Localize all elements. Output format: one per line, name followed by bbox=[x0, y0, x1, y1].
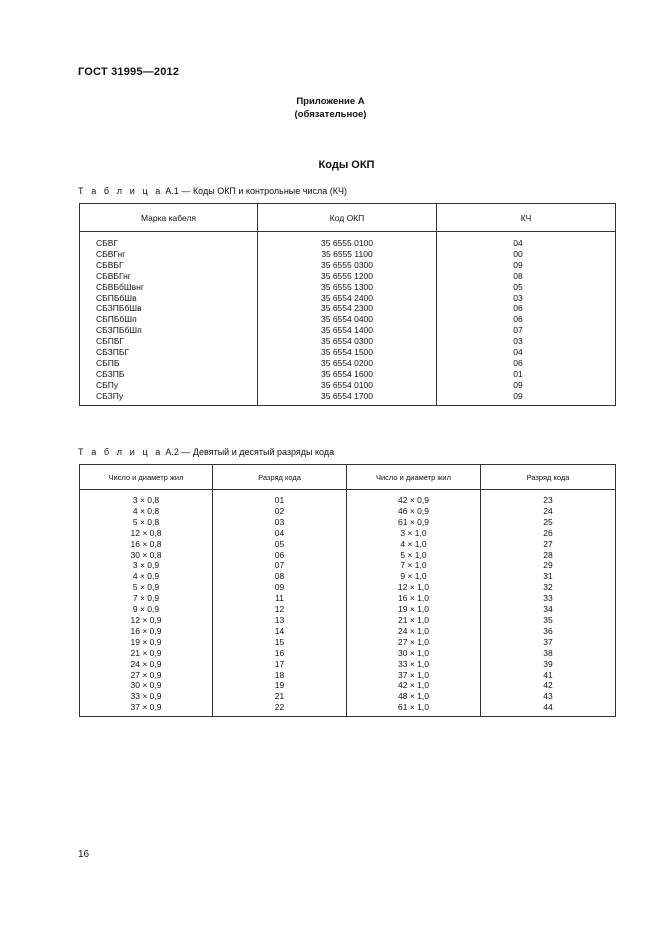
table-row bbox=[80, 282, 616, 293]
table-row bbox=[80, 571, 616, 582]
table-row bbox=[80, 232, 616, 249]
column-header-cores-right: Число и диаметр жил bbox=[347, 465, 481, 490]
table-cell: СБПБбШв bbox=[80, 293, 258, 304]
table-cell: 06 bbox=[213, 550, 347, 561]
table-cell: 16 × 1,0 bbox=[347, 593, 481, 604]
table-cell: 5 × 1,0 bbox=[347, 550, 481, 561]
table-cell: СБВГ bbox=[80, 232, 258, 249]
table-cell: 42 × 1,0 bbox=[347, 680, 481, 691]
table1-caption bbox=[78, 186, 347, 196]
table-cell: СБВБбШвнг bbox=[80, 282, 258, 293]
table-row bbox=[80, 615, 616, 626]
table-cell: 3 × 1,0 bbox=[347, 528, 481, 539]
table-row bbox=[80, 680, 616, 691]
table-row bbox=[80, 560, 616, 571]
table-cell: 12 × 0,9 bbox=[80, 615, 213, 626]
table-cell: 00 bbox=[437, 249, 616, 260]
table-row bbox=[80, 517, 616, 528]
table-row bbox=[80, 358, 616, 369]
table-cell: 35 6554 0200 bbox=[258, 358, 437, 369]
column-header-okp-code: Код ОКП bbox=[258, 204, 437, 232]
table-cell: СБЗПу bbox=[80, 391, 258, 405]
column-header-cores-left: Число и диаметр жил bbox=[80, 465, 213, 490]
table-cell: 18 bbox=[213, 670, 347, 681]
table-cell: СБЗПБбШв bbox=[80, 303, 258, 314]
column-header-kch: КЧ bbox=[437, 204, 616, 232]
table-cell: 11 bbox=[213, 593, 347, 604]
page-number: 16 bbox=[78, 849, 90, 860]
okp-codes-table bbox=[79, 203, 616, 406]
table-cell: 09 bbox=[437, 391, 616, 405]
table-header-row bbox=[80, 204, 616, 232]
table-cell: 28 bbox=[481, 550, 616, 561]
table2-caption-prefix: Т а б л и ц а bbox=[78, 447, 163, 457]
table-cell: 42 bbox=[481, 680, 616, 691]
table-row bbox=[80, 380, 616, 391]
table-cell: 4 × 0,8 bbox=[80, 506, 213, 517]
table-cell: 24 × 0,9 bbox=[80, 659, 213, 670]
table-cell: 04 bbox=[213, 528, 347, 539]
table-cell: 03 bbox=[213, 517, 347, 528]
table-row bbox=[80, 314, 616, 325]
table-cell: 06 bbox=[437, 314, 616, 325]
table-cell: 37 × 1,0 bbox=[347, 670, 481, 681]
table-cell: 21 × 0,9 bbox=[80, 648, 213, 659]
table-row bbox=[80, 369, 616, 380]
table-cell: СБВБГнг bbox=[80, 271, 258, 282]
table-cell: 09 bbox=[437, 260, 616, 271]
table-cell: 06 bbox=[437, 303, 616, 314]
table-cell: 07 bbox=[437, 325, 616, 336]
table-cell: 35 6555 1200 bbox=[258, 271, 437, 282]
table-cell: 7 × 1,0 bbox=[347, 560, 481, 571]
table-row bbox=[80, 626, 616, 637]
table-cell: 35 6554 1400 bbox=[258, 325, 437, 336]
table-cell: 16 × 0,9 bbox=[80, 626, 213, 637]
column-header-digit-left: Разряд кода bbox=[213, 465, 347, 490]
table-cell: 19 bbox=[213, 680, 347, 691]
table-row bbox=[80, 260, 616, 271]
table-cell: 35 6555 0100 bbox=[258, 232, 437, 249]
table-cell: СБЗПБГ bbox=[80, 347, 258, 358]
table-cell: 35 bbox=[481, 615, 616, 626]
table-cell: 37 × 0,9 bbox=[80, 702, 213, 716]
table-row bbox=[80, 325, 616, 336]
table-header-row bbox=[80, 465, 616, 490]
column-header-cable-brand: Марка кабеля bbox=[80, 204, 258, 232]
table-cell: 34 bbox=[481, 604, 616, 615]
table-cell: СБЗПБбШп bbox=[80, 325, 258, 336]
table-cell: 03 bbox=[437, 293, 616, 304]
table-cell: СБПБ bbox=[80, 358, 258, 369]
table-cell: 09 bbox=[213, 582, 347, 593]
table-row bbox=[80, 347, 616, 358]
table-cell: 30 × 0,9 bbox=[80, 680, 213, 691]
table-cell: 02 bbox=[213, 506, 347, 517]
table-cell: 05 bbox=[437, 282, 616, 293]
table-cell: 05 bbox=[213, 539, 347, 550]
table-cell: 17 bbox=[213, 659, 347, 670]
table-cell: 06 bbox=[437, 358, 616, 369]
table2-caption bbox=[78, 447, 334, 457]
table-cell: 4 × 1,0 bbox=[347, 539, 481, 550]
appendix-title: Приложение А bbox=[296, 96, 365, 107]
table-cell: 35 6554 0100 bbox=[258, 380, 437, 391]
table-row bbox=[80, 506, 616, 517]
table-cell: 07 bbox=[213, 560, 347, 571]
table-cell: 19 × 0,9 bbox=[80, 637, 213, 648]
table-cell: 35 6554 1700 bbox=[258, 391, 437, 405]
table-row bbox=[80, 490, 616, 506]
table-row bbox=[80, 249, 616, 260]
table-cell: 15 bbox=[213, 637, 347, 648]
appendix-status: (обязательное) bbox=[294, 109, 367, 120]
table-cell: 08 bbox=[213, 571, 347, 582]
table-cell: 38 bbox=[481, 648, 616, 659]
table-cell: 61 × 1,0 bbox=[347, 702, 481, 716]
table-cell: 25 bbox=[481, 517, 616, 528]
table-cell: 5 × 0,9 bbox=[80, 582, 213, 593]
table-cell: 30 × 0,8 bbox=[80, 550, 213, 561]
table-cell: 04 bbox=[437, 232, 616, 249]
table-cell: СБПу bbox=[80, 380, 258, 391]
table-cell: 33 × 1,0 bbox=[347, 659, 481, 670]
table-row bbox=[80, 702, 616, 716]
table-cell: 21 bbox=[213, 691, 347, 702]
table-cell: 19 × 1,0 bbox=[347, 604, 481, 615]
table-cell: 35 6554 1600 bbox=[258, 369, 437, 380]
table-cell: 13 bbox=[213, 615, 347, 626]
table-cell: 23 bbox=[481, 490, 616, 506]
table-cell: 01 bbox=[213, 490, 347, 506]
table-cell: СБПБГ bbox=[80, 336, 258, 347]
table-cell: 16 × 0,8 bbox=[80, 539, 213, 550]
column-header-digit-right: Разряд кода bbox=[481, 465, 616, 490]
table2-caption-text: А.2 — Девятый и десятый разряды кода bbox=[162, 447, 335, 457]
table1-caption-prefix: Т а б л и ц а bbox=[78, 186, 163, 196]
table-cell: 04 bbox=[437, 347, 616, 358]
table-cell: 32 bbox=[481, 582, 616, 593]
table-cell: СБВГнг bbox=[80, 249, 258, 260]
table-cell: 12 × 0,8 bbox=[80, 528, 213, 539]
table-cell: 27 bbox=[481, 539, 616, 550]
table-cell: 41 bbox=[481, 670, 616, 681]
document-code: ГОСТ 31995—2012 bbox=[78, 66, 180, 78]
table-cell: 36 bbox=[481, 626, 616, 637]
table-cell: 39 bbox=[481, 659, 616, 670]
table-row bbox=[80, 691, 616, 702]
table-row bbox=[80, 659, 616, 670]
table-row bbox=[80, 336, 616, 347]
table-cell: 35 6554 1500 bbox=[258, 347, 437, 358]
table-cell: 3 × 0,8 bbox=[80, 490, 213, 506]
table-cell: 35 6554 2400 bbox=[258, 293, 437, 304]
table-cell: СБЗПБ bbox=[80, 369, 258, 380]
table-cell: 5 × 0,8 bbox=[80, 517, 213, 528]
table-cell: 42 × 0,9 bbox=[347, 490, 481, 506]
table-cell: 08 bbox=[437, 271, 616, 282]
table-cell: 21 × 1,0 bbox=[347, 615, 481, 626]
table-cell: 9 × 1,0 bbox=[347, 571, 481, 582]
table-row bbox=[80, 303, 616, 314]
table-row bbox=[80, 648, 616, 659]
table-cell: 43 bbox=[481, 691, 616, 702]
table-row bbox=[80, 539, 616, 550]
table-cell: 09 bbox=[437, 380, 616, 391]
table-cell: 37 bbox=[481, 637, 616, 648]
table-cell: 35 6554 2300 bbox=[258, 303, 437, 314]
table-cell: 46 × 0,9 bbox=[347, 506, 481, 517]
table-cell: СБПБбШп bbox=[80, 314, 258, 325]
table-cell: 48 × 1,0 bbox=[347, 691, 481, 702]
table-cell: 9 × 0,9 bbox=[80, 604, 213, 615]
table-cell: 12 bbox=[213, 604, 347, 615]
table-cell: 44 bbox=[481, 702, 616, 716]
table-cell: 27 × 0,9 bbox=[80, 670, 213, 681]
table-cell: 01 bbox=[437, 369, 616, 380]
table-cell: 4 × 0,9 bbox=[80, 571, 213, 582]
table-cell: 35 6555 1300 bbox=[258, 282, 437, 293]
table-cell: 16 bbox=[213, 648, 347, 659]
table-cell: 3 × 0,9 bbox=[80, 560, 213, 571]
table-cell: 35 6555 0300 bbox=[258, 260, 437, 271]
table-cell: 7 × 0,9 bbox=[80, 593, 213, 604]
table-row bbox=[80, 550, 616, 561]
table-cell: СБВБГ bbox=[80, 260, 258, 271]
table-cell: 33 bbox=[481, 593, 616, 604]
table-row bbox=[80, 604, 616, 615]
table-row bbox=[80, 593, 616, 604]
table-cell: 24 × 1,0 bbox=[347, 626, 481, 637]
table-cell: 27 × 1,0 bbox=[347, 637, 481, 648]
table-row bbox=[80, 271, 616, 282]
table-cell: 35 6554 0400 bbox=[258, 314, 437, 325]
table-row bbox=[80, 637, 616, 648]
table-row bbox=[80, 670, 616, 681]
table-cell: 14 bbox=[213, 626, 347, 637]
table-cell: 26 bbox=[481, 528, 616, 539]
table-cell: 31 bbox=[481, 571, 616, 582]
table1-caption-text: А.1 — Коды ОКП и контрольные числа (КЧ) bbox=[162, 186, 347, 196]
table-cell: 30 × 1,0 bbox=[347, 648, 481, 659]
table-cell: 03 bbox=[437, 336, 616, 347]
table-cell: 12 × 1,0 bbox=[347, 582, 481, 593]
table-row bbox=[80, 582, 616, 593]
table-cell: 22 bbox=[213, 702, 347, 716]
table-cell: 35 6555 1100 bbox=[258, 249, 437, 260]
table-row bbox=[80, 391, 616, 405]
table-row bbox=[80, 528, 616, 539]
section-title: Коды ОКП bbox=[318, 159, 375, 171]
code-digits-table bbox=[79, 464, 616, 717]
table-cell: 29 bbox=[481, 560, 616, 571]
table-cell: 33 × 0,9 bbox=[80, 691, 213, 702]
table-cell: 24 bbox=[481, 506, 616, 517]
table-cell: 61 × 0,9 bbox=[347, 517, 481, 528]
table-cell: 35 6554 0300 bbox=[258, 336, 437, 347]
table-row bbox=[80, 293, 616, 304]
